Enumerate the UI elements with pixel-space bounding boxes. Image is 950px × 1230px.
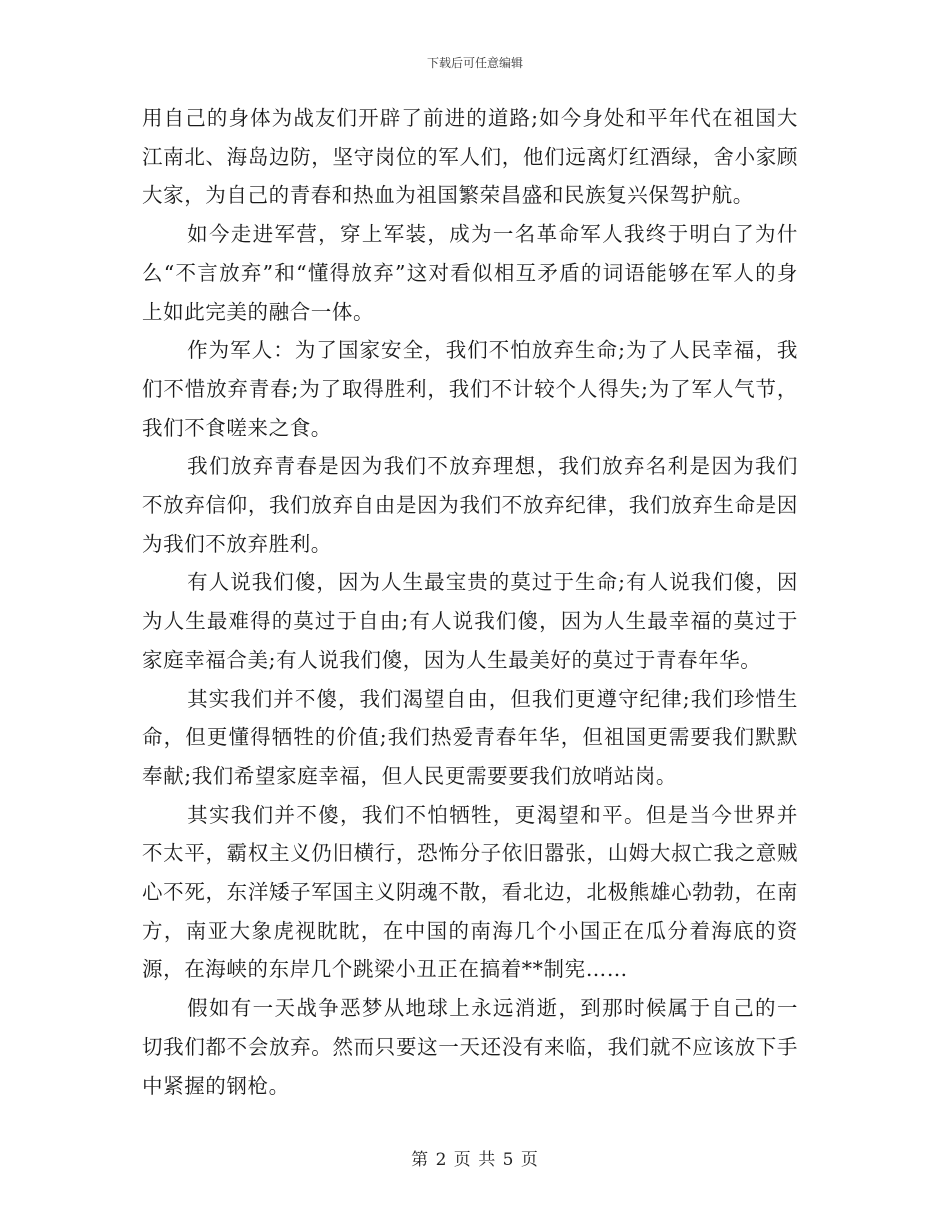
page-header: 下载后可任意编辑	[426, 56, 523, 70]
paragraph-7: 其实我们并不傻，我们不怕牺牲，更渴望和平。但是当今世界并不太平，霸权主义仍旧横行，恐怖分子依旧嚣张，山姆大叔亡我之意贼心不死，东洋矮子军国主义阴魂不散，看北边，北极熊雄心勃勃，在南方，南亚大象虎视眈眈，在中国的南海几个小国正在瓜分着海底的资源，在海峡的东岸几个跳梁小丑正在搞着**制宪……	[142, 802, 798, 982]
paragraph-6: 其实我们并不傻，我们渴望自由，但我们更遵守纪律;我们珍惜生命，但更懂得牺牲的价值;我们热爱青春年华，但祖国更需要我们默默奉献;我们希望家庭幸福，但人民更需要要我们放哨站岗。	[142, 686, 798, 788]
document-body	[142, 99, 798, 1105]
paragraph-3: 作为军人：为了国家安全，我们不怕放弃生命;为了人民幸福，我们不惜放弃青春;为了取得胜利，我们不计较个人得失;为了军人气节，我们不食嗟来之食。	[142, 338, 798, 440]
paragraph-1: 用自己的身体为战友们开辟了前进的道路;如今身处和平年代在祖国大江南北、海岛边防，坚守岗位的军人们，他们远离灯红酒绿，舍小家顾大家，为自己的青春和热血为祖国繁荣昌盛和民族复兴保驾护航。	[142, 106, 798, 208]
paragraph-2: 如今走进军营，穿上军装，成为一名革命军人我终于明白了为什么“不言放弃”和“懂得放弃”这对看似相互矛盾的词语能够在军人的身上如此完美的融合一体。	[142, 222, 798, 324]
page-number: 第 2 页 共 5 页	[411, 1150, 539, 1170]
paragraph-5: 有人说我们傻，因为人生最宝贵的莫过于生命;有人说我们傻，因为人生最难得的莫过于自由;有人说我们傻，因为人生最幸福的莫过于家庭幸福合美;有人说我们傻，因为人生最美好的莫过于青春年华。	[142, 570, 798, 672]
paragraph-4: 我们放弃青春是因为我们不放弃理想，我们放弃名利是因为我们不放弃信仰，我们放弃自由是因为我们不放弃纪律，我们放弃生命是因为我们不放弃胜利。	[142, 454, 798, 556]
paragraph-8: 假如有一天战争恶梦从地球上永远消逝，到那时候属于自己的一切我们都不会放弃。然而只要这一天还没有来临，我们就不应该放下手中紧握的钢枪。	[142, 996, 798, 1098]
